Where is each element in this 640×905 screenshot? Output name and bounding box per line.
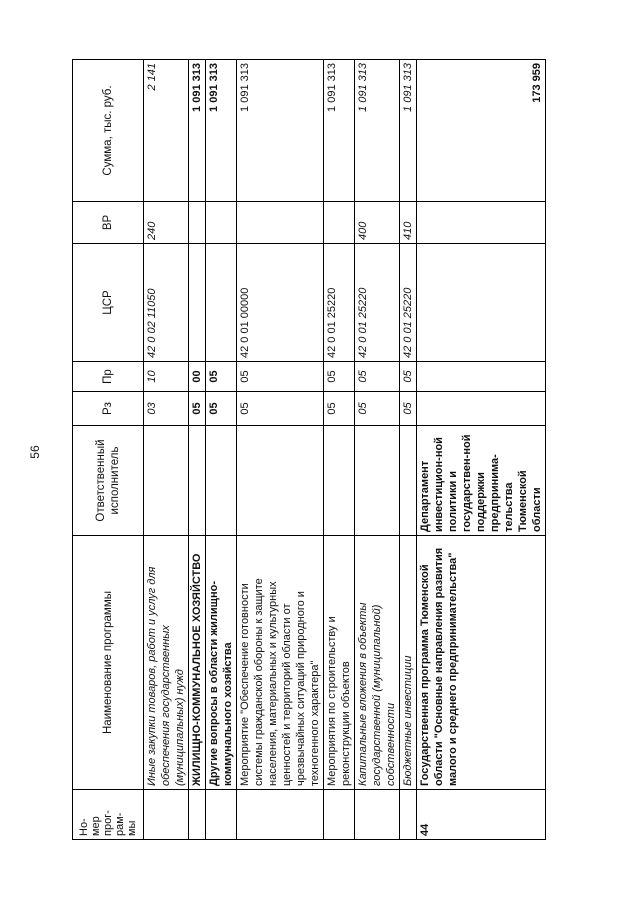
cell-pr: 05 bbox=[400, 362, 417, 392]
cell-vr bbox=[417, 202, 546, 244]
cell-pr: 10 bbox=[144, 362, 189, 392]
cell-sum: 1 091 313 bbox=[400, 60, 417, 202]
cell-executor bbox=[355, 426, 400, 536]
cell-sum: 1 091 313 bbox=[355, 60, 400, 202]
cell-rz: 05 bbox=[355, 392, 400, 426]
cell-csr bbox=[206, 244, 237, 362]
table-row bbox=[144, 60, 189, 840]
cell-name: Капитальные вложения в объекты государственной (муниципальной) собственности bbox=[355, 536, 400, 790]
cell-rz: 05 bbox=[189, 392, 206, 426]
header-num: Но- мер прог- рам- мы bbox=[73, 790, 144, 840]
cell-csr: 42 0 01 00000 bbox=[237, 244, 324, 362]
cell-csr: 42 0 01 25220 bbox=[400, 244, 417, 362]
cell-rz: 03 bbox=[144, 392, 189, 426]
budget-table-rotated bbox=[72, 60, 560, 840]
cell-rz: 05 bbox=[237, 392, 324, 426]
cell-sum: 1 091 313 bbox=[206, 60, 237, 202]
budget-table bbox=[72, 59, 546, 840]
cell-pr: 05 bbox=[355, 362, 400, 392]
cell-csr bbox=[189, 244, 206, 362]
cell-vr bbox=[237, 202, 324, 244]
header-executor: Ответственный исполнитель bbox=[73, 426, 144, 536]
cell-vr bbox=[206, 202, 237, 244]
table-row bbox=[206, 60, 237, 840]
header-pr: Пр bbox=[73, 362, 144, 392]
table-row bbox=[324, 60, 355, 840]
cell-sum: 2 141 bbox=[144, 60, 189, 202]
cell-name: Государственная программа Тюменской области "Основные направления развития малого и среднего предпринимательства" bbox=[417, 536, 546, 790]
cell-executor bbox=[237, 426, 324, 536]
cell-pr: 05 bbox=[206, 362, 237, 392]
cell-num bbox=[237, 790, 324, 840]
header-csr: ЦСР bbox=[73, 244, 144, 362]
cell-name: Бюджетные инвестиции bbox=[400, 536, 417, 790]
cell-vr: 240 bbox=[144, 202, 189, 244]
cell-num bbox=[400, 790, 417, 840]
table-row bbox=[355, 60, 400, 840]
cell-num bbox=[355, 790, 400, 840]
table-row bbox=[237, 60, 324, 840]
cell-executor bbox=[324, 426, 355, 536]
cell-pr: 05 bbox=[237, 362, 324, 392]
header-vr: ВР bbox=[73, 202, 144, 244]
cell-num bbox=[144, 790, 189, 840]
table-row bbox=[189, 60, 206, 840]
cell-pr: 00 bbox=[189, 362, 206, 392]
cell-num bbox=[189, 790, 206, 840]
cell-rz: 05 bbox=[206, 392, 237, 426]
cell-pr: 05 bbox=[324, 362, 355, 392]
cell-vr: 410 bbox=[400, 202, 417, 244]
cell-vr bbox=[189, 202, 206, 244]
cell-vr bbox=[324, 202, 355, 244]
cell-sum: 1 091 313 bbox=[189, 60, 206, 202]
cell-csr: 42 0 02 11050 bbox=[144, 244, 189, 362]
cell-executor bbox=[144, 426, 189, 536]
cell-executor: Департамент инвестицион-ной политики и государствен-ной поддержки предпринима-тельства Тюменской области bbox=[417, 426, 546, 536]
cell-sum: 1 091 313 bbox=[324, 60, 355, 202]
cell-sum: 173 959 bbox=[417, 60, 546, 202]
cell-rz: 05 bbox=[400, 392, 417, 426]
cell-rz bbox=[417, 392, 546, 426]
cell-name: Мероприятия по строительству и реконструкции объектов bbox=[324, 536, 355, 790]
cell-name: Другие вопросы в области жилищно-коммунального хозяйства bbox=[206, 536, 237, 790]
table-row bbox=[400, 60, 417, 840]
page-number: 56 bbox=[28, 445, 42, 459]
header-rz: Рз bbox=[73, 392, 144, 426]
cell-name: Иные закупки товаров, работ и услуг для обеспечения государственных (муниципальных) нужд bbox=[144, 536, 189, 790]
cell-executor bbox=[400, 426, 417, 536]
header-sum: Сумма, тыс. руб. bbox=[73, 60, 144, 202]
cell-executor bbox=[206, 426, 237, 536]
cell-name: Мероприятие "Обеспечение готовности системы гражданской обороны к защите населения, материальных и культурных ценностей и территорий области от чрезвычайных ситуаций природного и техногенного характера" bbox=[237, 536, 324, 790]
cell-name: ЖИЛИЩНО-КОММУНАЛЬНОЕ ХОЗЯЙСТВО bbox=[189, 536, 206, 790]
cell-num bbox=[324, 790, 355, 840]
cell-csr: 42 0 01 25220 bbox=[324, 244, 355, 362]
cell-executor bbox=[189, 426, 206, 536]
cell-rz: 05 bbox=[324, 392, 355, 426]
cell-sum: 1 091 313 bbox=[237, 60, 324, 202]
cell-vr: 400 bbox=[355, 202, 400, 244]
table-row bbox=[417, 60, 546, 840]
cell-num bbox=[206, 790, 237, 840]
header-name: Наименование программы bbox=[73, 536, 144, 790]
cell-num: 44 bbox=[417, 790, 546, 840]
cell-csr bbox=[417, 244, 546, 362]
cell-csr: 42 0 01 25220 bbox=[355, 244, 400, 362]
cell-pr bbox=[417, 362, 546, 392]
table-header-row bbox=[73, 60, 144, 840]
